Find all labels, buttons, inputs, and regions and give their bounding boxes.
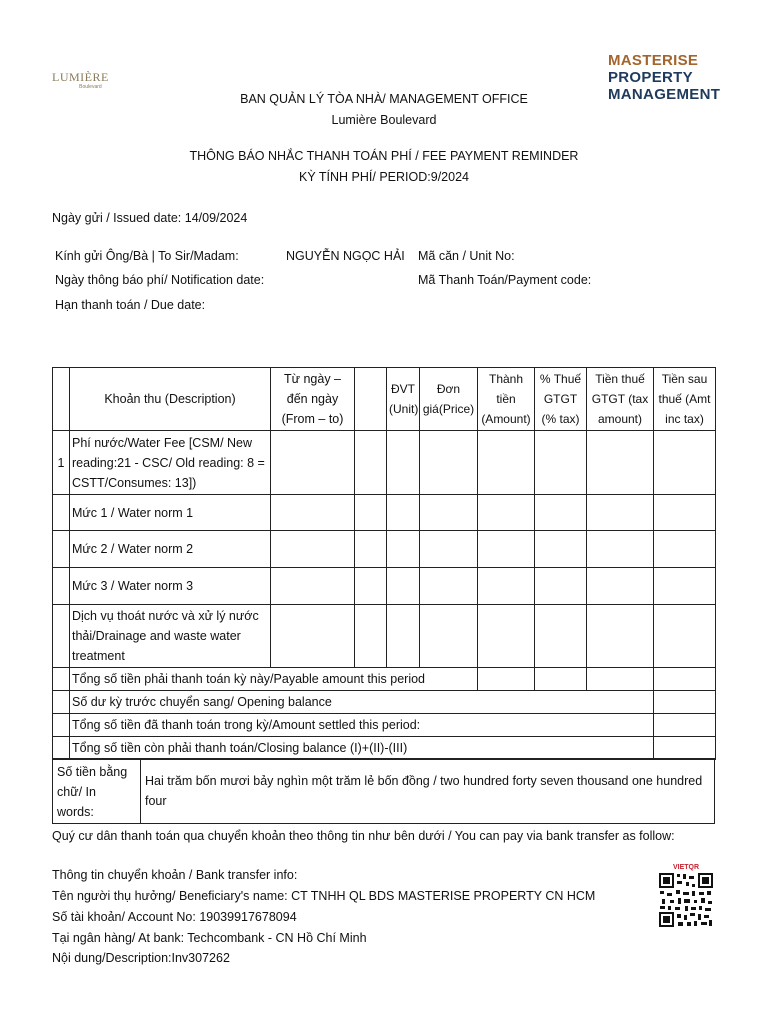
due-date-label: Hạn thanh toán / Due date:	[55, 298, 206, 312]
table-row	[53, 495, 716, 531]
header-amount: Thành tiền (Amount)	[478, 368, 535, 431]
amount-in-words-value: Hai trăm bốn mươi bảy nghìn một trăm lẻ bốn đồng / two hundred forty seven thousand one hundred four	[145, 774, 703, 808]
payment-note: Quý cư dân thanh toán qua chuyển khoản theo thông tin như bên dưới / You can pay via bank transfer as follow:	[52, 829, 675, 843]
row-number	[53, 605, 70, 668]
row-description: Mức 2 / Water norm 2	[70, 531, 271, 568]
bank-transfer-info: Thông tin chuyển khoản / Bank transfer info:	[52, 868, 298, 882]
header-no	[53, 368, 70, 431]
recipient-label: Kính gửi Ông/Bà | To Sir/Madam:	[55, 249, 239, 263]
row-number	[53, 531, 70, 568]
fee-table	[52, 367, 716, 760]
row-number	[53, 495, 70, 531]
table-row	[53, 605, 716, 668]
masterise-logo-line2: PROPERTY	[608, 69, 693, 86]
unit-no-label: Mã căn / Unit No:	[418, 249, 515, 263]
issued-date: Ngày gửi / Issued date: 14/09/2024	[52, 211, 248, 225]
office-heading: BAN QUẢN LÝ TÒA NHÀ/ MANAGEMENT OFFICE	[240, 92, 528, 106]
header-blank	[355, 368, 387, 431]
notification-date-label: Ngày thông báo phí/ Notification date:	[55, 273, 265, 287]
header-price: Đơn giá(Price)	[420, 368, 478, 431]
masterise-logo-line1: MASTERISE	[608, 52, 699, 69]
lumiere-logo-text: LUMIÈRE	[52, 70, 109, 84]
period-label: KỲ TÍNH PHÍ/ PERIOD:9/2024	[299, 170, 469, 184]
row-description: Phí nước/Water Fee [CSM/ New reading:21 - CSC/ Old reading: 8 = CSTT/Consumes: 13])	[70, 431, 271, 495]
row-description: Mức 1 / Water norm 1	[70, 495, 271, 531]
table-row	[53, 531, 716, 568]
qr-code-icon	[658, 872, 714, 928]
bank-name: Tại ngân hàng/ At bank: Techcombank - CN Hồ Chí Minh	[52, 931, 367, 945]
settled-label: Tổng số tiền đã thanh toán trong kỳ/Amount settled this period:	[70, 714, 654, 737]
amount-in-words-box	[52, 758, 715, 824]
lumiere-logo	[52, 70, 109, 90]
lumiere-logo-subtext: Boulevard	[79, 84, 102, 90]
row-number: 1	[53, 431, 70, 495]
masterise-logo-line3: MANAGEMENT	[608, 86, 721, 103]
header-after-tax: Tiền sau thuế (Amt inc tax)	[654, 368, 716, 431]
table-header-row	[53, 368, 716, 431]
qr-code	[658, 864, 714, 934]
beneficiary-name: Tên người thụ hưởng/ Beneficiary's name: CT TNHH QL BDS MASTERISE PROPERTY CN HCM	[52, 889, 596, 903]
payable-label: Tổng số tiền phải thanh toán kỳ này/Payable amount this period	[70, 668, 478, 691]
header-unit: ĐVT (Unit)	[387, 368, 420, 431]
row-description: Dịch vụ thoát nước và xử lý nước thải/Drainage and waste water treatment	[70, 605, 271, 668]
vietqr-logo: VIETQR	[672, 864, 700, 871]
header-description: Khoản thu (Description)	[70, 368, 271, 431]
document-title: THÔNG BÁO NHẮC THANH TOÁN PHÍ / FEE PAYMENT REMINDER	[189, 149, 579, 163]
header-from-to: Từ ngày – đến ngày (From – to)	[271, 368, 355, 431]
settled-row	[53, 714, 716, 737]
closing-balance-label: Tổng số tiền còn phải thanh toán/Closing balance (I)+(II)-(III)	[70, 737, 654, 760]
row-number	[53, 568, 70, 605]
row-description: Mức 3 / Water norm 3	[70, 568, 271, 605]
table-row	[53, 431, 716, 495]
recipient-name: NGUYỄN NGỌC HẢI	[286, 249, 405, 263]
account-number: Số tài khoản/ Account No: 19039917678094	[52, 910, 297, 924]
closing-balance-row	[53, 737, 716, 760]
header-tax-percent: % Thuế GTGT (% tax)	[535, 368, 587, 431]
opening-balance-label: Số dư kỳ trước chuyển sang/ Opening balance	[70, 691, 654, 714]
amount-in-words-label: Số tiền bằng chữ/ In words:	[53, 759, 141, 823]
payment-code-label: Mã Thanh Toán/Payment code:	[418, 273, 592, 287]
header-tax-amount: Tiền thuế GTGT (tax amount)	[587, 368, 654, 431]
table-row	[53, 568, 716, 605]
building-name: Lumière Boulevard	[331, 113, 437, 127]
opening-balance-row	[53, 691, 716, 714]
payable-row	[53, 668, 716, 691]
transfer-description: Nội dung/Description:Inv307262	[52, 951, 230, 965]
